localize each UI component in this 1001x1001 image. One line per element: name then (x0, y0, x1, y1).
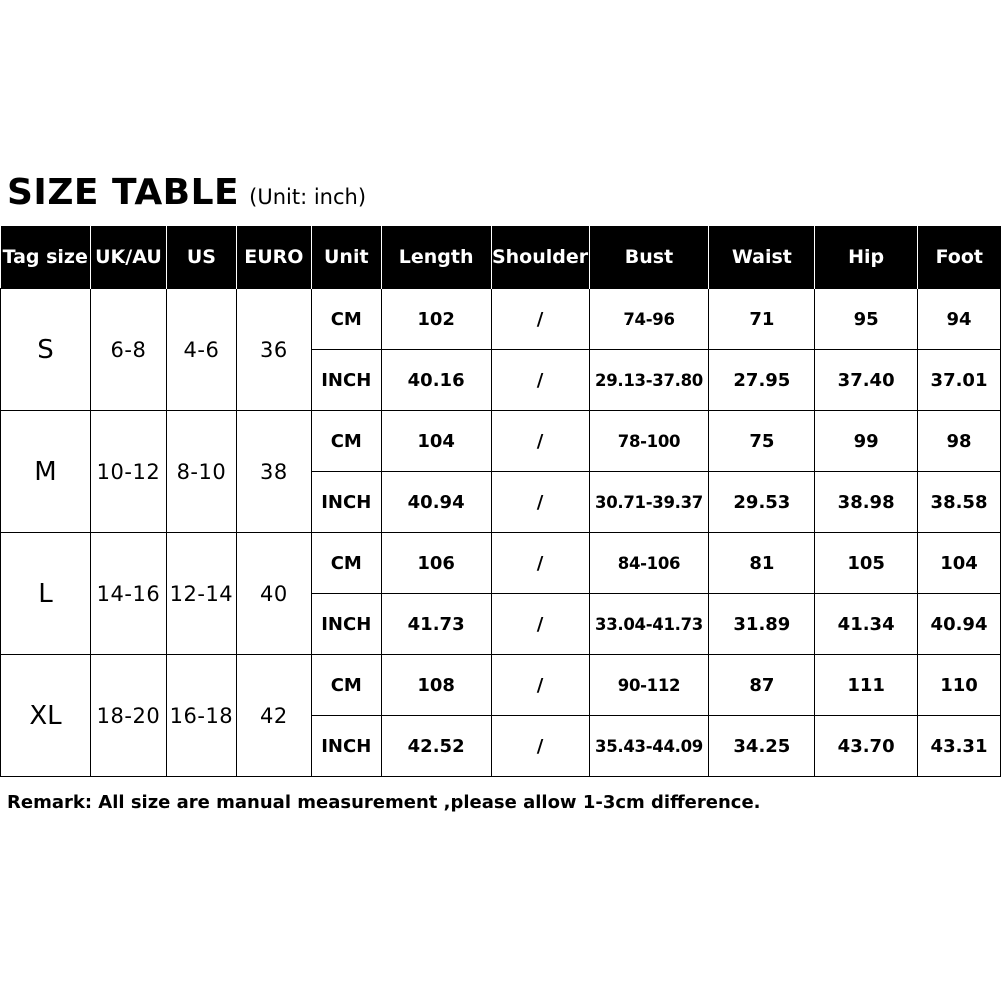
bust-cell: 78-100 (589, 411, 709, 472)
shoulder-cell: / (491, 289, 589, 350)
tag-size-cell: M (1, 411, 91, 533)
hip-cell: 43.70 (815, 716, 918, 777)
table-row (1, 655, 1001, 716)
unit-cell: CM (311, 655, 381, 716)
tag-size-cell: L (1, 533, 91, 655)
shoulder-cell: / (491, 533, 589, 594)
tag-size-cell: S (1, 289, 91, 411)
foot-cell: 110 (918, 655, 1001, 716)
waist-cell: 87 (709, 655, 815, 716)
uk-au-cell: 18-20 (90, 655, 166, 777)
unit-cell: CM (311, 289, 381, 350)
remark-text: Remark: All size are manual measurement ,please allow 1-3cm difference. (7, 792, 761, 813)
table-header-row (1, 226, 1001, 289)
shoulder-cell: / (491, 411, 589, 472)
header-foot: Foot (918, 226, 1001, 289)
unit-cell: CM (311, 533, 381, 594)
waist-cell: 71 (709, 289, 815, 350)
header-shoulder: Shoulder (491, 226, 589, 289)
shoulder-cell: / (491, 716, 589, 777)
hip-cell: 37.40 (815, 350, 918, 411)
euro-cell: 42 (236, 655, 311, 777)
length-cell: 41.73 (381, 594, 491, 655)
header-euro: EURO (236, 226, 311, 289)
unit-note: (Unit: inch) (249, 185, 367, 209)
waist-cell: 27.95 (709, 350, 815, 411)
unit-cell: INCH (311, 472, 381, 533)
length-cell: 104 (381, 411, 491, 472)
euro-cell: 38 (236, 411, 311, 533)
hip-cell: 99 (815, 411, 918, 472)
us-cell: 12-14 (166, 533, 236, 655)
hip-cell: 41.34 (815, 594, 918, 655)
shoulder-cell: / (491, 472, 589, 533)
shoulder-cell: / (491, 594, 589, 655)
unit-cell: INCH (311, 350, 381, 411)
bust-cell: 35.43-44.09 (589, 716, 709, 777)
length-cell: 40.16 (381, 350, 491, 411)
uk-au-cell: 14-16 (90, 533, 166, 655)
table-row (1, 289, 1001, 350)
foot-cell: 94 (918, 289, 1001, 350)
header-uk-au: UK/AU (90, 226, 166, 289)
bust-cell: 84-106 (589, 533, 709, 594)
uk-au-cell: 10-12 (90, 411, 166, 533)
hip-cell: 38.98 (815, 472, 918, 533)
bust-cell: 29.13-37.80 (589, 350, 709, 411)
hip-cell: 95 (815, 289, 918, 350)
header-tag-size: Tag size (1, 226, 91, 289)
size-table (0, 226, 1001, 777)
tag-size-cell: XL (1, 655, 91, 777)
hip-cell: 111 (815, 655, 918, 716)
table-row (1, 533, 1001, 594)
us-cell: 4-6 (166, 289, 236, 411)
header-unit: Unit (311, 226, 381, 289)
table-row (1, 411, 1001, 472)
unit-cell: CM (311, 411, 381, 472)
hip-cell: 105 (815, 533, 918, 594)
header-length: Length (381, 226, 491, 289)
waist-cell: 34.25 (709, 716, 815, 777)
shoulder-cell: / (491, 350, 589, 411)
length-cell: 106 (381, 533, 491, 594)
euro-cell: 36 (236, 289, 311, 411)
unit-cell: INCH (311, 594, 381, 655)
waist-cell: 29.53 (709, 472, 815, 533)
foot-cell: 43.31 (918, 716, 1001, 777)
waist-cell: 81 (709, 533, 815, 594)
bust-cell: 30.71-39.37 (589, 472, 709, 533)
header-waist: Waist (709, 226, 815, 289)
length-cell: 108 (381, 655, 491, 716)
length-cell: 40.94 (381, 472, 491, 533)
bust-cell: 74-96 (589, 289, 709, 350)
foot-cell: 37.01 (918, 350, 1001, 411)
length-cell: 102 (381, 289, 491, 350)
waist-cell: 31.89 (709, 594, 815, 655)
bust-cell: 90-112 (589, 655, 709, 716)
foot-cell: 38.58 (918, 472, 1001, 533)
foot-cell: 104 (918, 533, 1001, 594)
title-row (7, 172, 366, 222)
shoulder-cell: / (491, 655, 589, 716)
uk-au-cell: 6-8 (90, 289, 166, 411)
page-title: SIZE TABLE (7, 172, 240, 213)
us-cell: 8-10 (166, 411, 236, 533)
bust-cell: 33.04-41.73 (589, 594, 709, 655)
foot-cell: 98 (918, 411, 1001, 472)
header-us: US (166, 226, 236, 289)
euro-cell: 40 (236, 533, 311, 655)
length-cell: 42.52 (381, 716, 491, 777)
foot-cell: 40.94 (918, 594, 1001, 655)
unit-cell: INCH (311, 716, 381, 777)
us-cell: 16-18 (166, 655, 236, 777)
header-bust: Bust (589, 226, 709, 289)
waist-cell: 75 (709, 411, 815, 472)
header-hip: Hip (815, 226, 918, 289)
